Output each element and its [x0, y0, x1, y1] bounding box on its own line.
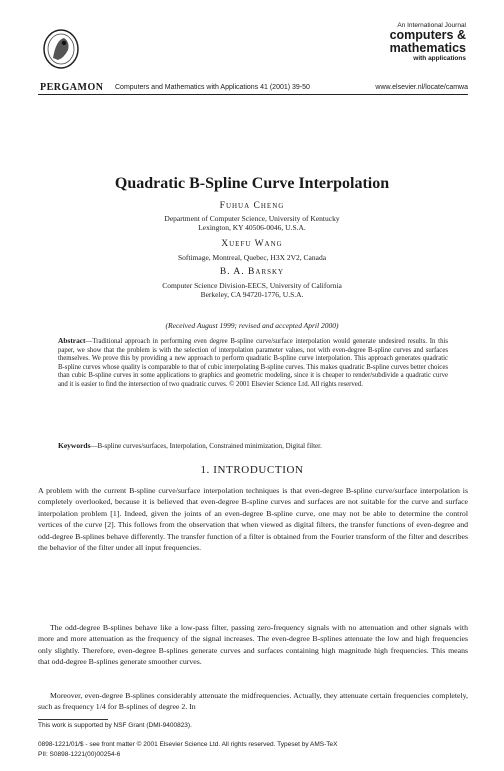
body-paragraph: The odd-degree B-splines behave like a low-pass filter, passing zero-frequency signals with no attenuation and other signals with more and more attenuation as the frequency of the signal increases. The even-degree B-splines attenuate the low and high frequencies only slightly. Therefore, even-degree B-splines generate curves and surfaces containing high magnitude high frequencies. This means that odd-degree B-splines generate smoother curves. [38, 623, 468, 667]
footnote: This work is supported by NSF Grant (DMI-9400823). [38, 722, 192, 729]
header-rule [38, 94, 468, 95]
journal-intl-label: An International Journal [397, 22, 466, 29]
received-dates: (Received August 1999; revised and accepted April 2000) [165, 321, 339, 330]
journal-masthead [390, 22, 466, 62]
publisher-name: PERGAMON [40, 82, 104, 93]
pii-line: PII: S0898-1221(00)00254-6 [38, 751, 121, 758]
publisher-logo [42, 28, 80, 70]
keywords-text: —B-spline curves/surfaces, Interpolation, Constrained minimization, Digital filter. [90, 442, 322, 450]
author-name: Fuhua Cheng [219, 201, 285, 211]
journal-url[interactable]: www.elsevier.nl/locate/camwa [375, 84, 468, 91]
author-affiliation: Berkeley, CA 94720-1776, U.S.A. [200, 290, 304, 299]
author-name: B. A. Barsky [219, 267, 285, 277]
body-paragraph: A problem with the current B-spline curve/surface interpolation techniques is that even-degree B-spline curve/surface interpolation is completely overlooked, because it is believed that even-degree B-spline curves and surfaces are not suitable for the curve and surface interpolation problem [1]. Indeed, given the joints of an even-degree B-spline curve, one may not be able to determine the control vertices of the curve [2]. This follows from the observation that when viewed as digital filters, the transfer functions of even-degree and odd-degree B-splines behave differently. The transfer function of a filter is obtained from the Fourier transform of the filter and describes the behavior of the filter under all input frequencies. [38, 486, 468, 553]
paper-title: Quadratic B-Spline Curve Interpolation [114, 175, 390, 192]
journal-citation: Computers and Mathematics with Applications 41 (2001) 39-50 [115, 84, 310, 91]
abstract-label: Abstract [58, 336, 86, 345]
section-heading: 1. INTRODUCTION [200, 464, 304, 476]
keywords [58, 441, 448, 450]
keywords-label: Keywords [58, 441, 91, 450]
author-name: Xuefu Wang [221, 239, 283, 249]
author-affiliation: Lexington, KY 40506-0046, U.S.A. [198, 223, 306, 232]
abstract-text: —Traditional approach in performing even degree B-spline curve/surface interpolation would generate undesired results. In this paper, we show that the problem is with the selection of interpolation parameter values, not with even-degree B-spline curves and surfaces themselves. We prove this by providing a new approach to perform quadratic B-spline curve interpolation. This approach generates quadratic B-spline curves whose quality is comparable to that of cubic interpolating B-spline curves. This makes quadratic B-spline curves better choices than cubic B-spline curves in some applications to graphics and geometric modeling, since it is cheaper to render/subdivide a quadratic curve and it is easier to find the intersection of two quadratic curves. © 2001 Elsevier Science Ltd. All rights reserved. [58, 338, 448, 388]
author-affiliation: Department of Computer Science, University of Kentucky [164, 214, 340, 223]
author-affiliation: Softimage, Montreal, Quebec, H3X 2V2, Canada [177, 253, 327, 262]
journal-title-line2: mathematics [389, 41, 466, 55]
footnote-rule [38, 719, 108, 720]
body-paragraph: Moreover, even-degree B-splines considerably attenuate the midfrequencies. Actually, they attenuate certain frequencies completely, such as frequency 1/4 for B-splines of degree 2. In [38, 691, 468, 712]
author-affiliation: Computer Science Division-EECS, University of California [162, 281, 342, 290]
journal-subtitle: with applications [413, 55, 466, 62]
journal-title-line1: computers & [389, 28, 466, 42]
copyright-line: 0898-1221/01/$ - see front matter © 2001 Elsevier Science Ltd. All rights reserved. Typeset by AMS-TeX [38, 741, 338, 748]
abstract [58, 337, 448, 390]
